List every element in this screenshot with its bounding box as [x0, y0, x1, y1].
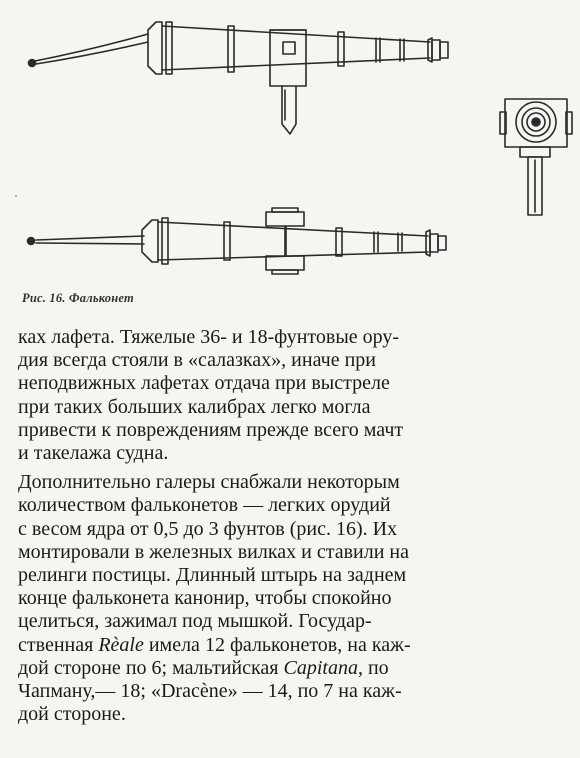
text-line: количеством фальконетов — легких орудий — [18, 494, 391, 517]
text-segment: ственная — [18, 633, 99, 656]
text-line: целиться, зажимал под мышкой. Государ- — [18, 610, 372, 633]
figure-caption: Рис. 16. Фальконет — [22, 291, 134, 305]
text-line: с весом ядра от 0,5 до 3 фунтов (рис. 16). Их — [18, 517, 398, 540]
text-line: при таких больших калибрах легко могла — [18, 395, 371, 418]
falconet-end-view — [500, 99, 572, 215]
text-line: релинги постицы. Длинный штырь на заднем — [18, 564, 407, 587]
text-line — [18, 657, 556, 680]
text-line: ках лафета. Тяжелые 36- и 18-фунтовые ору- — [18, 326, 400, 348]
text-line: дой стороне. — [18, 703, 126, 726]
text-line: монтировали в железных вилках и ставили на — [18, 540, 410, 563]
text-line: неподвижных лафетах отдача при выстреле — [18, 372, 390, 395]
ship-name-reale: Rèale — [98, 633, 144, 656]
text-segment: дой стороне по 6; мальтийская — [18, 656, 284, 679]
text-line: Чапману,— 18; «Dracène» — 14, по 7 на каж- — [18, 680, 402, 703]
ship-name-capitana: Capitana — [283, 656, 358, 679]
text-line: дия всегда стояли в «салазках», иначе при — [18, 349, 377, 372]
text-segment: , по — [357, 656, 389, 679]
paragraph-2 — [18, 471, 556, 726]
text-line: конце фальконета канонир, чтобы спокойно — [18, 587, 392, 610]
falconet-top-view — [29, 22, 449, 134]
text-line — [18, 634, 556, 657]
paragraph-1 — [18, 326, 556, 465]
text-line: привести к повреждениям прежде всего мачт — [18, 418, 404, 441]
falconet-bottom-view — [28, 208, 447, 274]
falconet-illustration — [0, 0, 580, 290]
text-line: Дополнительно галеры снабжали некоторым — [18, 471, 400, 494]
article-body — [18, 326, 556, 726]
text-segment: имела 12 фальконетов, на каж- — [143, 633, 411, 656]
text-line: и такелажа судна. — [18, 442, 169, 465]
